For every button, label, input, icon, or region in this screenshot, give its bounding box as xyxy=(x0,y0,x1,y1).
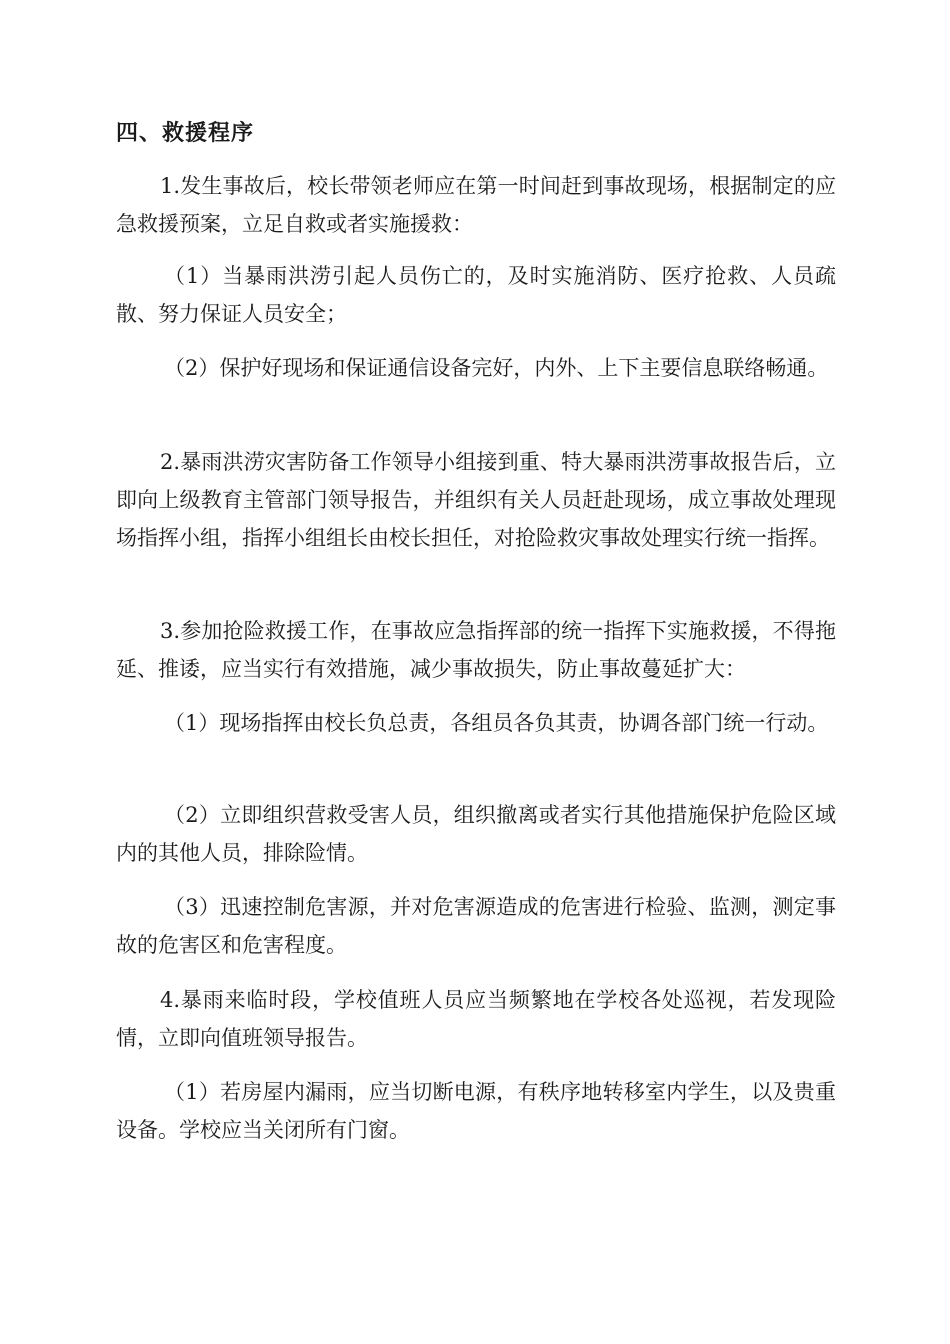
paragraph-item-1: 1.发生事故后，校长带领老师应在第一时间赶到事故现场，根据制定的应急救援预案，立足自救或者实施援救： xyxy=(116,174,836,236)
paragraph-item-4: 4.暴雨来临时段，学校值班人员应当频繁地在学校各处巡视，若发现险情，立即向值班领导报告。 xyxy=(116,988,836,1050)
paragraph-item-2: 2.暴雨洪涝灾害防备工作领导小组接到重、特大暴雨洪涝事故报告后，立即向上级教育主管部门领导报告，并组织有关人员赶赴现场，成立事故处理现场指挥小组，指挥小组组长由校长担任，对抢险救灾事故处理实行统一指挥。 xyxy=(116,450,836,550)
paragraph-sub-item-3-2: （2）立即组织营救受害人员，组织撤离或者实行其他措施保护危险区域内的其他人员，排除险情。 xyxy=(116,803,836,865)
paragraph-sub-item-1-2: （2）保护好现场和保证通信设备完好，内外、上下主要信息联络畅通。 xyxy=(164,356,829,380)
section-heading: 四、救援程序 xyxy=(116,120,255,146)
paragraph-item-3: 3.参加抢险救援工作，在事故应急指挥部的统一指挥下实施救援，不得拖延、推诿，应当实行有效措施，减少事故损失，防止事故蔓延扩大： xyxy=(116,619,836,681)
paragraph-sub-item-3-3: （3）迅速控制危害源，并对危害源造成的危害进行检验、监测，测定事故的危害区和危害程度。 xyxy=(116,895,836,957)
paragraph-sub-item-4-1: （1）若房屋内漏雨，应当切断电源，有秩序地转移室内学生，以及贵重设备。学校应当关闭所有门窗。 xyxy=(116,1080,836,1142)
paragraph-sub-item-3-1: （1）现场指挥由校长负总责，各组员各负其责，协调各部门统一行动。 xyxy=(164,711,829,735)
paragraph-sub-item-1-1: （1）当暴雨洪涝引起人员伤亡的，及时实施消防、医疗抢救、人员疏散、努力保证人员安全； xyxy=(116,264,836,326)
